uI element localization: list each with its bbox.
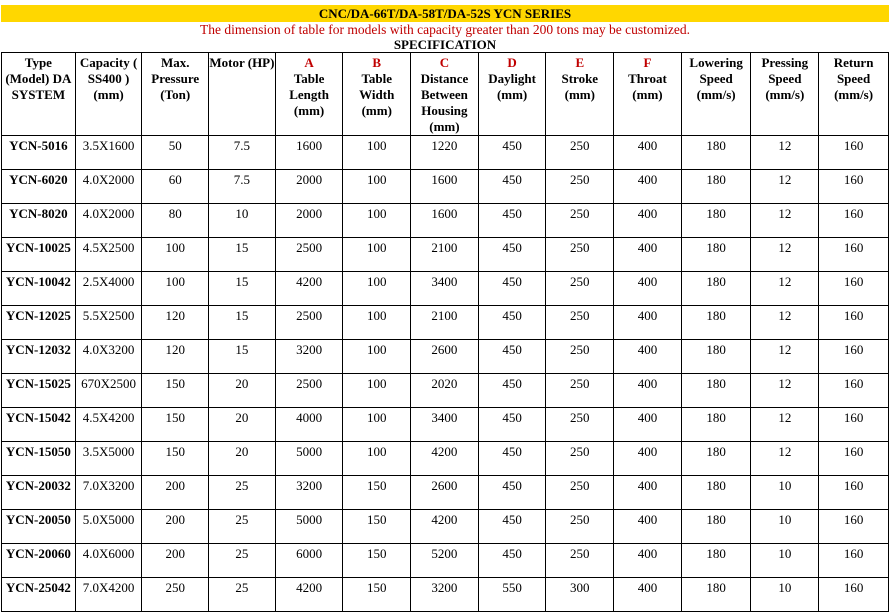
cell-table-width: 100 xyxy=(343,408,411,442)
spec-sheet xyxy=(1,0,889,612)
cell-type: YCN-20032 xyxy=(2,476,76,510)
cell-throat: 400 xyxy=(614,136,682,170)
cell-type: YCN-10025 xyxy=(2,238,76,272)
header-capacity xyxy=(75,53,142,136)
cell-max-pressure: 150 xyxy=(142,408,209,442)
cell-capacity: 5.0X5000 xyxy=(75,510,142,544)
cell-distance-between-housing: 2600 xyxy=(411,340,479,374)
cell-capacity: 7.0X3200 xyxy=(75,476,142,510)
cell-capacity: 3.5X5000 xyxy=(75,442,142,476)
cell-capacity: 4.5X4200 xyxy=(75,408,142,442)
cell-stroke: 250 xyxy=(546,340,614,374)
cell-daylight: 450 xyxy=(478,204,546,238)
cell-stroke: 250 xyxy=(546,238,614,272)
cell-table-width: 100 xyxy=(343,442,411,476)
header-label: Pressing Speed (mm/s) xyxy=(761,55,809,102)
cell-pressing-speed: 12 xyxy=(751,238,819,272)
cell-motor: 15 xyxy=(209,306,276,340)
cell-capacity: 4.5X2500 xyxy=(75,238,142,272)
cell-max-pressure: 60 xyxy=(142,170,209,204)
cell-lowering-speed: 180 xyxy=(681,170,751,204)
cell-lowering-speed: 180 xyxy=(681,544,751,578)
cell-type: YCN-20060 xyxy=(2,544,76,578)
cell-return-speed: 160 xyxy=(819,306,889,340)
cell-motor: 7.5 xyxy=(209,170,276,204)
cell-throat: 400 xyxy=(614,204,682,238)
cell-distance-between-housing: 2020 xyxy=(411,374,479,408)
header-type xyxy=(2,53,76,136)
cell-distance-between-housing: 4200 xyxy=(411,442,479,476)
cell-distance-between-housing: 2100 xyxy=(411,306,479,340)
cell-stroke: 250 xyxy=(546,170,614,204)
header-label: Lowering Speed (mm/s) xyxy=(689,55,743,102)
table-row xyxy=(2,510,889,544)
cell-motor: 7.5 xyxy=(209,136,276,170)
table-row xyxy=(2,238,889,272)
cell-table-length: 2500 xyxy=(275,374,343,408)
cell-throat: 400 xyxy=(614,272,682,306)
header-label: Daylight (mm) xyxy=(488,71,536,102)
cell-type: YCN-15050 xyxy=(2,442,76,476)
header-table-length xyxy=(275,53,343,136)
cell-distance-between-housing: 4200 xyxy=(411,510,479,544)
cell-max-pressure: 150 xyxy=(142,374,209,408)
cell-motor: 25 xyxy=(209,544,276,578)
header-max-pressure xyxy=(142,53,209,136)
cell-table-width: 100 xyxy=(343,136,411,170)
cell-motor: 15 xyxy=(209,272,276,306)
cell-pressing-speed: 10 xyxy=(751,476,819,510)
table-row xyxy=(2,136,889,170)
cell-throat: 400 xyxy=(614,238,682,272)
header-motor xyxy=(209,53,276,136)
header-letter: C xyxy=(439,55,450,70)
header-letter: D xyxy=(507,55,517,70)
cell-throat: 400 xyxy=(614,408,682,442)
cell-table-length: 4200 xyxy=(275,272,343,306)
cell-table-length: 6000 xyxy=(275,544,343,578)
cell-daylight: 450 xyxy=(478,374,546,408)
cell-return-speed: 160 xyxy=(819,442,889,476)
header-letter: A xyxy=(304,55,314,70)
header-letter: F xyxy=(643,55,652,70)
cell-table-length: 5000 xyxy=(275,510,343,544)
cell-capacity: 4.0X2000 xyxy=(75,204,142,238)
cell-max-pressure: 150 xyxy=(142,442,209,476)
cell-table-length: 4000 xyxy=(275,408,343,442)
cell-pressing-speed: 12 xyxy=(751,340,819,374)
header-throat xyxy=(614,53,682,136)
cell-lowering-speed: 180 xyxy=(681,442,751,476)
cell-max-pressure: 100 xyxy=(142,238,209,272)
header-return-speed xyxy=(819,53,889,136)
cell-max-pressure: 120 xyxy=(142,340,209,374)
header-label: Return Speed (mm/s) xyxy=(833,55,874,102)
cell-motor: 20 xyxy=(209,408,276,442)
cell-distance-between-housing: 1600 xyxy=(411,170,479,204)
cell-capacity: 5.5X2500 xyxy=(75,306,142,340)
cell-max-pressure: 250 xyxy=(142,578,209,612)
cell-daylight: 450 xyxy=(478,272,546,306)
cell-table-width: 150 xyxy=(343,578,411,612)
cell-pressing-speed: 10 xyxy=(751,544,819,578)
cell-distance-between-housing: 2600 xyxy=(411,476,479,510)
cell-pressing-speed: 12 xyxy=(751,170,819,204)
header-letter: E xyxy=(575,55,585,70)
cell-throat: 400 xyxy=(614,306,682,340)
cell-lowering-speed: 180 xyxy=(681,340,751,374)
cell-lowering-speed: 180 xyxy=(681,306,751,340)
cell-table-length: 4200 xyxy=(275,578,343,612)
cell-lowering-speed: 180 xyxy=(681,578,751,612)
header-stroke xyxy=(546,53,614,136)
header-label: Motor (HP) xyxy=(209,55,275,70)
cell-daylight: 450 xyxy=(478,442,546,476)
cell-stroke: 250 xyxy=(546,544,614,578)
cell-type: YCN-15042 xyxy=(2,408,76,442)
cell-pressing-speed: 12 xyxy=(751,306,819,340)
header-label: Stroke (mm) xyxy=(561,71,599,102)
cell-capacity: 3.5X1600 xyxy=(75,136,142,170)
cell-stroke: 250 xyxy=(546,204,614,238)
cell-throat: 400 xyxy=(614,510,682,544)
cell-table-length: 2000 xyxy=(275,204,343,238)
cell-pressing-speed: 12 xyxy=(751,136,819,170)
cell-table-length: 3200 xyxy=(275,476,343,510)
cell-return-speed: 160 xyxy=(819,340,889,374)
cell-type: YCN-5016 xyxy=(2,136,76,170)
header-label: Type (Model) DA SYSTEM xyxy=(5,55,72,102)
customization-note: The dimension of table for models with capacity greater than 200 tons may be customized. xyxy=(200,22,690,37)
cell-motor: 25 xyxy=(209,510,276,544)
cell-throat: 400 xyxy=(614,442,682,476)
cell-return-speed: 160 xyxy=(819,136,889,170)
cell-table-width: 100 xyxy=(343,238,411,272)
cell-max-pressure: 100 xyxy=(142,272,209,306)
cell-motor: 10 xyxy=(209,204,276,238)
cell-lowering-speed: 180 xyxy=(681,374,751,408)
cell-max-pressure: 120 xyxy=(142,306,209,340)
cell-throat: 400 xyxy=(614,544,682,578)
header-distance-between-housing xyxy=(411,53,479,136)
cell-max-pressure: 200 xyxy=(142,544,209,578)
header-letter: B xyxy=(372,55,382,70)
cell-capacity: 7.0X4200 xyxy=(75,578,142,612)
header-label: Capacity ( SS400 ) (mm) xyxy=(79,55,138,102)
cell-pressing-speed: 10 xyxy=(751,578,819,612)
cell-lowering-speed: 180 xyxy=(681,136,751,170)
table-row xyxy=(2,476,889,510)
cell-lowering-speed: 180 xyxy=(681,510,751,544)
cell-table-width: 100 xyxy=(343,204,411,238)
cell-daylight: 450 xyxy=(478,306,546,340)
cell-max-pressure: 200 xyxy=(142,476,209,510)
cell-stroke: 250 xyxy=(546,272,614,306)
cell-lowering-speed: 180 xyxy=(681,238,751,272)
cell-table-width: 100 xyxy=(343,340,411,374)
cell-distance-between-housing: 5200 xyxy=(411,544,479,578)
cell-type: YCN-20050 xyxy=(2,510,76,544)
table-row xyxy=(2,170,889,204)
cell-type: YCN-8020 xyxy=(2,204,76,238)
cell-distance-between-housing: 1220 xyxy=(411,136,479,170)
cell-daylight: 450 xyxy=(478,510,546,544)
cell-max-pressure: 200 xyxy=(142,510,209,544)
cell-lowering-speed: 180 xyxy=(681,204,751,238)
cell-daylight: 450 xyxy=(478,170,546,204)
header-row xyxy=(2,53,889,136)
table-row xyxy=(2,272,889,306)
cell-daylight: 450 xyxy=(478,408,546,442)
cell-type: YCN-25042 xyxy=(2,578,76,612)
cell-motor: 25 xyxy=(209,578,276,612)
header-table-width xyxy=(343,53,411,136)
cell-motor: 25 xyxy=(209,476,276,510)
cell-stroke: 300 xyxy=(546,578,614,612)
cell-daylight: 450 xyxy=(478,476,546,510)
cell-type: YCN-6020 xyxy=(2,170,76,204)
header-daylight xyxy=(478,53,546,136)
cell-throat: 400 xyxy=(614,340,682,374)
table-row xyxy=(2,306,889,340)
cell-table-width: 150 xyxy=(343,510,411,544)
cell-stroke: 250 xyxy=(546,476,614,510)
cell-stroke: 250 xyxy=(546,374,614,408)
cell-throat: 400 xyxy=(614,578,682,612)
cell-table-width: 100 xyxy=(343,306,411,340)
cell-capacity: 2.5X4000 xyxy=(75,272,142,306)
cell-pressing-speed: 12 xyxy=(751,374,819,408)
cell-stroke: 250 xyxy=(546,442,614,476)
cell-distance-between-housing: 3400 xyxy=(411,408,479,442)
cell-motor: 20 xyxy=(209,442,276,476)
table-row xyxy=(2,442,889,476)
cell-return-speed: 160 xyxy=(819,272,889,306)
cell-return-speed: 160 xyxy=(819,476,889,510)
cell-motor: 15 xyxy=(209,238,276,272)
cell-stroke: 250 xyxy=(546,136,614,170)
header-label: Max. Pressure (Ton) xyxy=(151,55,200,102)
series-title: CNC/DA-66T/DA-58T/DA-52S YCN SERIES xyxy=(1,5,889,22)
cell-table-width: 100 xyxy=(343,170,411,204)
cell-distance-between-housing: 1600 xyxy=(411,204,479,238)
cell-type: YCN-15025 xyxy=(2,374,76,408)
cell-table-length: 2500 xyxy=(275,306,343,340)
cell-return-speed: 160 xyxy=(819,170,889,204)
cell-lowering-speed: 180 xyxy=(681,476,751,510)
cell-table-length: 2500 xyxy=(275,238,343,272)
cell-stroke: 250 xyxy=(546,510,614,544)
cell-capacity: 4.0X2000 xyxy=(75,170,142,204)
table-row xyxy=(2,340,889,374)
cell-return-speed: 160 xyxy=(819,408,889,442)
cell-pressing-speed: 12 xyxy=(751,204,819,238)
cell-return-speed: 160 xyxy=(819,374,889,408)
cell-table-length: 5000 xyxy=(275,442,343,476)
cell-throat: 400 xyxy=(614,374,682,408)
cell-return-speed: 160 xyxy=(819,238,889,272)
cell-table-width: 150 xyxy=(343,476,411,510)
cell-capacity: 4.0X6000 xyxy=(75,544,142,578)
specification-table xyxy=(1,52,889,612)
header-label: Throat (mm) xyxy=(628,71,667,102)
cell-type: YCN-10042 xyxy=(2,272,76,306)
cell-table-length: 1600 xyxy=(275,136,343,170)
header-label: Table Length (mm) xyxy=(289,71,329,118)
cell-table-width: 150 xyxy=(343,544,411,578)
table-body xyxy=(2,136,889,612)
cell-daylight: 450 xyxy=(478,238,546,272)
cell-distance-between-housing: 3400 xyxy=(411,272,479,306)
cell-stroke: 250 xyxy=(546,306,614,340)
table-row xyxy=(2,374,889,408)
cell-type: YCN-12025 xyxy=(2,306,76,340)
cell-lowering-speed: 180 xyxy=(681,408,751,442)
table-row xyxy=(2,408,889,442)
cell-daylight: 550 xyxy=(478,578,546,612)
cell-table-width: 100 xyxy=(343,374,411,408)
specification-heading: SPECIFICATION xyxy=(393,37,497,52)
cell-table-length: 3200 xyxy=(275,340,343,374)
cell-table-length: 2000 xyxy=(275,170,343,204)
cell-return-speed: 160 xyxy=(819,578,889,612)
cell-return-speed: 160 xyxy=(819,204,889,238)
header-label: Table Width (mm) xyxy=(359,71,395,118)
cell-pressing-speed: 12 xyxy=(751,272,819,306)
cell-max-pressure: 50 xyxy=(142,136,209,170)
cell-capacity: 670X2500 xyxy=(75,374,142,408)
cell-max-pressure: 80 xyxy=(142,204,209,238)
cell-stroke: 250 xyxy=(546,408,614,442)
header-label: Distance Between Housing (mm) xyxy=(420,71,469,134)
table-row xyxy=(2,544,889,578)
cell-return-speed: 160 xyxy=(819,544,889,578)
cell-distance-between-housing: 3200 xyxy=(411,578,479,612)
header-lowering-speed xyxy=(681,53,751,136)
cell-motor: 20 xyxy=(209,374,276,408)
cell-pressing-speed: 12 xyxy=(751,442,819,476)
cell-pressing-speed: 12 xyxy=(751,408,819,442)
cell-distance-between-housing: 2100 xyxy=(411,238,479,272)
cell-lowering-speed: 180 xyxy=(681,272,751,306)
cell-table-width: 100 xyxy=(343,272,411,306)
cell-motor: 15 xyxy=(209,340,276,374)
cell-throat: 400 xyxy=(614,170,682,204)
header-pressing-speed xyxy=(751,53,819,136)
cell-daylight: 450 xyxy=(478,136,546,170)
cell-type: YCN-12032 xyxy=(2,340,76,374)
cell-daylight: 450 xyxy=(478,340,546,374)
cell-pressing-speed: 10 xyxy=(751,510,819,544)
cell-return-speed: 160 xyxy=(819,510,889,544)
cell-throat: 400 xyxy=(614,476,682,510)
cell-daylight: 450 xyxy=(478,544,546,578)
cell-capacity: 4.0X3200 xyxy=(75,340,142,374)
table-row xyxy=(2,204,889,238)
table-row xyxy=(2,578,889,612)
